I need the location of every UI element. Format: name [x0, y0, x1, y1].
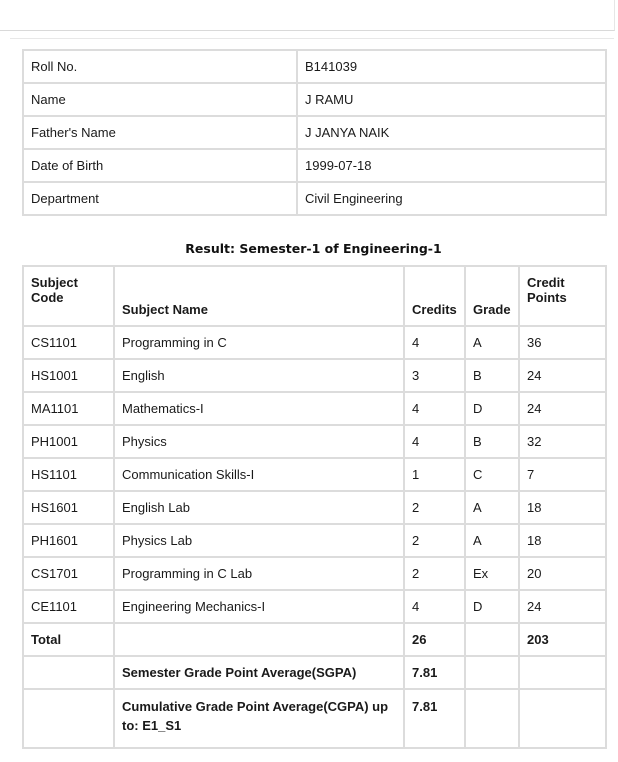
subject-name: Programming in C — [114, 326, 404, 359]
subject-code: CS1101 — [23, 326, 114, 359]
subject-credits: 4 — [404, 326, 465, 359]
subject-points: 18 — [519, 491, 606, 524]
subject-grade: D — [465, 590, 519, 623]
subject-credits: 2 — [404, 524, 465, 557]
sgpa-row — [23, 656, 606, 689]
subject-credits: 2 — [404, 557, 465, 590]
table-row — [23, 557, 606, 590]
subject-code: CE1101 — [23, 590, 114, 623]
subject-code: HS1601 — [23, 491, 114, 524]
info-label: Father's Name — [23, 116, 297, 149]
subject-credits: 4 — [404, 425, 465, 458]
col-header-name: Subject Name — [114, 266, 404, 326]
subject-name: Programming in C Lab — [114, 557, 404, 590]
empty-cell — [23, 656, 114, 689]
cgpa-value: 7.81 — [404, 689, 465, 748]
subject-grade: B — [465, 359, 519, 392]
subject-points: 24 — [519, 359, 606, 392]
subject-grade: A — [465, 524, 519, 557]
table-row — [23, 425, 606, 458]
subject-code: PH1001 — [23, 425, 114, 458]
subject-name: Physics Lab — [114, 524, 404, 557]
empty-cell — [465, 656, 519, 689]
info-label: Date of Birth — [23, 149, 297, 182]
top-bar — [0, 0, 615, 31]
subject-credits: 2 — [404, 491, 465, 524]
subject-name: Communication Skills-I — [114, 458, 404, 491]
table-row — [23, 326, 606, 359]
subject-code: CS1701 — [23, 557, 114, 590]
table-row — [23, 392, 606, 425]
info-value: 1999-07-18 — [297, 149, 606, 182]
subject-grade: C — [465, 458, 519, 491]
subject-grade: A — [465, 491, 519, 524]
empty-cell — [519, 656, 606, 689]
total-credits: 26 — [404, 623, 465, 656]
sgpa-label: Semester Grade Point Average(SGPA) — [114, 656, 404, 689]
empty-cell — [465, 689, 519, 748]
subject-name: Mathematics-I — [114, 392, 404, 425]
empty-cell — [519, 689, 606, 748]
table-row — [23, 359, 606, 392]
student-info-table — [22, 49, 607, 216]
info-value: B141039 — [297, 50, 606, 83]
info-row — [23, 116, 606, 149]
subject-credits: 4 — [404, 590, 465, 623]
subject-grade: Ex — [465, 557, 519, 590]
info-row — [23, 83, 606, 116]
subject-points: 36 — [519, 326, 606, 359]
empty-cell — [23, 689, 114, 748]
grades-table — [22, 265, 607, 749]
header-row — [23, 266, 606, 326]
table-row — [23, 491, 606, 524]
subject-points: 24 — [519, 392, 606, 425]
subject-grade: D — [465, 392, 519, 425]
cgpa-row — [23, 689, 606, 748]
subject-credits: 1 — [404, 458, 465, 491]
table-row — [23, 524, 606, 557]
subject-credits: 4 — [404, 392, 465, 425]
table-row — [23, 590, 606, 623]
total-row — [23, 623, 606, 656]
col-header-credits: Credits — [404, 266, 465, 326]
col-header-points: Credit Points — [519, 266, 606, 326]
divider — [10, 38, 614, 39]
empty-cell — [465, 623, 519, 656]
subject-name: Physics — [114, 425, 404, 458]
subject-code: HS1101 — [23, 458, 114, 491]
subject-points: 32 — [519, 425, 606, 458]
info-value: Civil Engineering — [297, 182, 606, 215]
subject-name: English Lab — [114, 491, 404, 524]
empty-cell — [114, 623, 404, 656]
table-row — [23, 458, 606, 491]
subject-name: English — [114, 359, 404, 392]
total-points: 203 — [519, 623, 606, 656]
subject-grade: B — [465, 425, 519, 458]
info-label: Name — [23, 83, 297, 116]
subject-points: 20 — [519, 557, 606, 590]
subject-points: 24 — [519, 590, 606, 623]
col-header-code: Subject Code — [23, 266, 114, 326]
cgpa-label: Cumulative Grade Point Average(CGPA) up to: E1_S1 — [114, 689, 404, 748]
info-label: Roll No. — [23, 50, 297, 83]
subject-points: 18 — [519, 524, 606, 557]
info-label: Department — [23, 182, 297, 215]
subject-points: 7 — [519, 458, 606, 491]
subject-grade: A — [465, 326, 519, 359]
subject-code: PH1601 — [23, 524, 114, 557]
info-value: J RAMU — [297, 83, 606, 116]
result-title: Result: Semester-1 of Engineering-1 — [185, 241, 442, 256]
info-row — [23, 182, 606, 215]
subject-code: MA1101 — [23, 392, 114, 425]
subject-name: Engineering Mechanics-I — [114, 590, 404, 623]
sgpa-value: 7.81 — [404, 656, 465, 689]
info-row — [23, 50, 606, 83]
subject-code: HS1001 — [23, 359, 114, 392]
total-label: Total — [23, 623, 114, 656]
info-value: J JANYA NAIK — [297, 116, 606, 149]
col-header-grade: Grade — [465, 266, 519, 326]
subject-credits: 3 — [404, 359, 465, 392]
info-row — [23, 149, 606, 182]
